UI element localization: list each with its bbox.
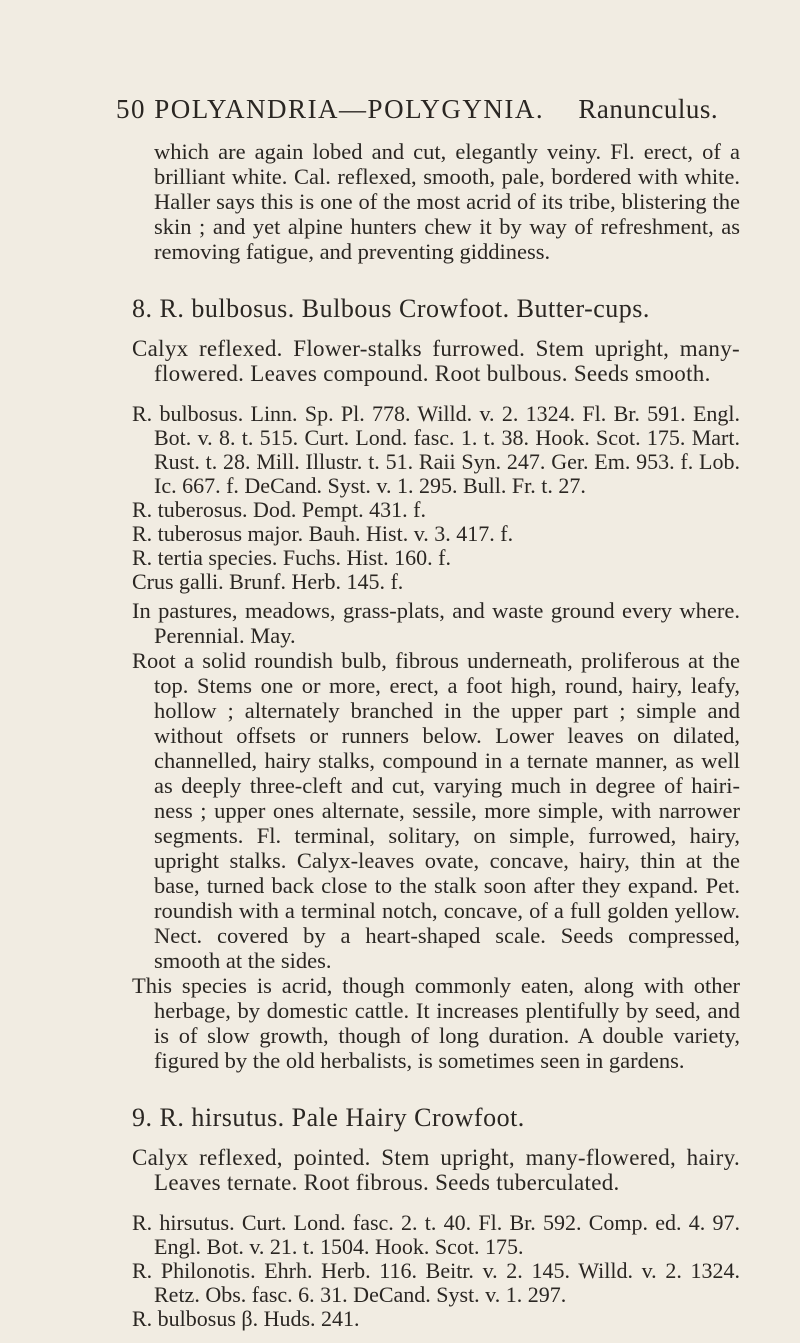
section-title: POLYANDRIA—POLYGYNIA. xyxy=(154,94,545,124)
species-8-heading: 8. R. bulbosus. Bulbous Crowfoot. Butter-cups. xyxy=(132,294,650,323)
species-9-heading: 9. R. hirsutus. Pale Hairy Crowfoot. xyxy=(132,1103,525,1132)
synonym-line: R. hirsutus. Curt. Lond. fasc. 2. t. 40. Fl. Br. 592. Comp. ed. 4. 97. Engl. Bot. v. 21. t. 1504. Hook. Scot. 175. xyxy=(132,1210,740,1259)
intro-paragraph: which are again lobed and cut, elegantly veiny. Fl. erect, of a brilliant white. Cal. reflexed, smooth, pale, bordered with white. Haller says this is one of the most acrid of its tribe, blistering the skin ; and yet alpine hunters chew it by way of refreshment, as removing fatigue, and preventing giddiness. xyxy=(154,139,740,264)
synonym-line: R. bulbosus β. Huds. 241. xyxy=(132,1306,360,1331)
genus-title: Ranunculus. xyxy=(578,94,719,124)
species-8-character: Calyx reflexed. Flower-stalks furrowed. Stem upright, many-flowered. Leaves compound. Root bulbous. Seeds smooth. xyxy=(132,336,740,386)
species-8-habitat: In pastures, meadows, grass-plats, and waste ground every where. Perennial. May. xyxy=(132,598,740,648)
species-8-note: This species is acrid, though commonly eaten, along with other herbage, by domestic cattle. It increases plentifully by seed, and is of slow growth, though of long duration. A double variety, figured by the old herbalists, is sometimes seen in gardens. xyxy=(132,973,740,1073)
species-8-description: Root a solid roundish bulb, fibrous underneath, proliferous at the top. Stems one or more, erect, a foot high, round, hairy, leafy, hollow ; alternately branched in the upper part ; simple and without offsets or runners below. Lower leaves on dilated, channelled, hairy stalks, compound in a ternate manner, as well as deeply three-cleft and cut, varying much in degree of hairiness ; upper ones alternate, sessile, more simple, with narrower segments. Fl. terminal, solitary, on simple, furrowed, hairy, upright stalks. Calyx-leaves ovate, concave, hairy, thin at the base, turned back close to the stalk soon after they expand. Pet. roundish with a terminal notch, concave, of a full golden yellow. Nect. covered by a heart-shaped scale. Seeds compressed, smooth at the sides. xyxy=(132,648,740,973)
synonym-line: R. tuberosus. Dod. Pempt. 431. f. xyxy=(132,497,426,522)
synonym-line: R. tuberosus major. Bauh. Hist. v. 3. 417. f. xyxy=(132,521,514,546)
species-9-synonyms xyxy=(132,1211,740,1331)
synonym-line: R. tertia species. Fuchs. Hist. 160. f. xyxy=(132,545,451,570)
species-9-entry xyxy=(132,1103,740,1331)
synonym-line: Crus galli. Brunf. Herb. 145. f. xyxy=(132,569,404,594)
page-number: 50 xyxy=(116,94,146,124)
synonym-line: R. bulbosus. Linn. Sp. Pl. 778. Willd. v. 2. 1324. Fl. Br. 591. Engl. Bot. v. 8. t. 515. Curt. Lond. fasc. 1. t. 38. Hook. Scot. 175. Mart. Rust. t. 28. Mill. Illustr. t. 51. Raii Syn. 247. Ger. Em. 953. f. Lob. Ic. 667. f. DeCand. Syst. v. 1. 295. Bull. Fr. t. 27. xyxy=(132,401,740,498)
species-8-entry xyxy=(132,294,740,1073)
species-9-character: Calyx reflexed, pointed. Stem upright, many-flowered, hairy. Leaves ternate. Root fibrous. Seeds tuberculated. xyxy=(132,1145,740,1195)
species-8-synonyms xyxy=(132,402,740,594)
synonym-line: R. Philonotis. Ehrh. Herb. 116. Beitr. v. 2. 145. Willd. v. 2. 1324. Retz. Obs. fasc. 6. 31. DeCand. Syst. v. 1. 297. xyxy=(132,1258,740,1307)
running-head xyxy=(116,94,740,125)
